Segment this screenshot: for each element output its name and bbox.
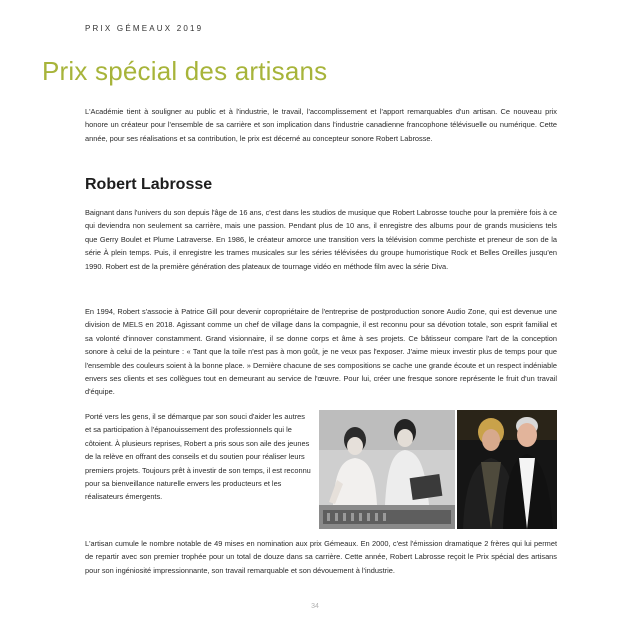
intro-paragraph: L'Académie tient à souligner au public et à l'industrie, le travail, l'accomplissement et l'apport remarquables d'un artisan. Ce nouveau prix honore un créateur pour l'ensemble de sa carrière et son implication dans l'industrie canadienne francophone télévisuelle ou numérique. Cette année, pour ses réalisations et sa contribution, le prix est décerné au concepteur sonore Robert Labrosse. [85,107,557,143]
page-title: Prix spécial des artisans [42,56,328,86]
section-subheading: Robert Labrosse [85,176,213,193]
bio-paragraph-1: Baignant dans l'univers du son depuis l'âge de 16 ans, c'est dans les studios de musique que Robert Labrosse touche pour la première fois à ce qui deviendra non seulement sa carrière, mais une passion. Pendant plus de 10 ans, il enregistre des albums pour de grands musiciens tels que Gerry Boulet et Plume Latraverse. En 1986, le créateur amorce une transition vers la télévision comme perchiste et preneur de son de la série À plein temps. Puis, il enregistre les trames musicales sur les séries télévisées du groupe humoristique Rock et Belles Oreilles jusqu'en 1990. Robert est de la première génération des plateaux de tournage vidéo en méthode film avec la série Diva. [85,208,557,271]
page-number: 34 [311,603,319,610]
bio-paragraph-2: En 1994, Robert s'associe à Patrice Gill pour devenir copropriétaire de l'entreprise de postproduction sonore Audio Zone, qui est devenue une division de MELS en 2018. Agissant comme un chef de village dans la compagnie, il est reconnu pour sa dévotion totale, son esprit familial et sa volonté d'innover constamment. Grand visionnaire, il se donne corps et âme à ses projets. Ce bâtisseur compare l'art de la conception sonore à celui de la peinture : « Tant que la toile n'est pas à mon goût, je ne veux pas l'exposer. J'aime mieux investir plus de temps pour que l'ensemble des couleurs soient à la bonne place. » Dernière chacune de ses compositions se cache une grande écoute et un respect indéniable envers ses clients et ses collègues tout en demeurant au service de l'œuvre. Pour lui, créer une fresque sonore représente le fruit d'un travail d'équipe. [85,307,557,397]
archival-studio-photo-illustration [319,410,455,529]
portrait-photo [457,410,557,529]
closing-paragraph: L'artisan cumule le nombre notable de 49 mises en nomination aux prix Gémeaux. En 2000, c'est l'émission dramatique 2 frères qui lui permet de repartir avec son premier trophée pour un total de douze dans sa carrière. Cette année, Robert Labrosse reçoit le Prix spécial des artisans pour son ingéniosité impressionnante, son travail remarquable et son dévouement à l'industrie. [85,539,557,575]
archival-studio-photo [319,410,455,529]
portrait-photo-illustration [457,410,557,529]
bio-paragraph-3: Porté vers les gens, il se démarque par son souci d'aider les autres et sa participation à l'épanouissement des professionnels qui le côtoient. À plusieurs reprises, Robert a pris sous son aile des jeunes de la relève en offrant des conseils et du soutien pour réaliser leurs premiers projets. Toujours prêt à investir de son temps, il est reconnu pour sa bienveillance naturelle envers les producteurs et les réalisateurs émergents. [85,412,311,502]
header-label: PRIX GÉMEAUX 2019 [85,24,204,33]
